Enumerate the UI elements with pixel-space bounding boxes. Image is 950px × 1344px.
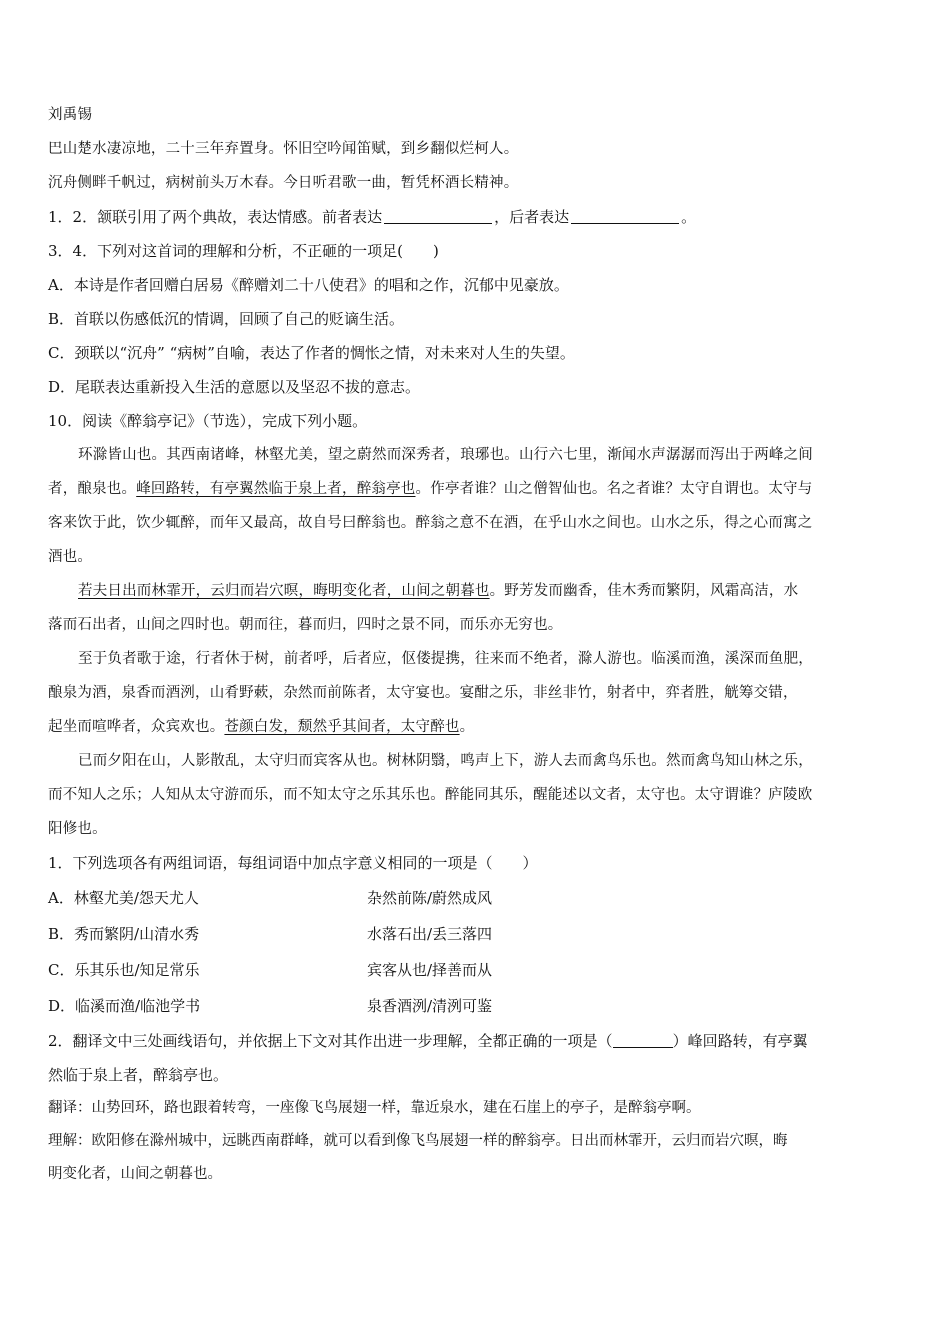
text-span: 起坐而喧哗者，众宾欢也。 (48, 719, 225, 735)
passage-line: 已而夕阳在山，人影散乱，太守归而宾客从也。树林阴翳，鸣声上下，游人去而禽鸟乐也。然而禽鸟知山林之乐， (78, 753, 813, 769)
option-left: B．秀而繁阴/山清水秀 (48, 925, 200, 943)
option-right: 泉香酒洌/清洌可鉴 (367, 997, 493, 1015)
underlined-sentence-3: 苍颜白发，颓然乎其间者，太守醉也 (224, 719, 460, 735)
poem-line-2: 沉舟侧畔千帆过，病树前头万木春。今日听君歌一曲，暂凭杯酒长精神。 (48, 175, 519, 191)
text-span: ）峰回路转，有亭翼 (672, 1032, 808, 1050)
poem-author: 刘禹锡 (48, 107, 93, 123)
answer-blank-2 (571, 207, 679, 224)
option-right: 杂然前陈/蔚然成风 (367, 889, 493, 907)
poem-line-1: 巴山楚水凄凉地，二十三年弃置身。怀旧空吟闻笛赋，到乡翻似烂柯人。 (48, 141, 519, 157)
document-page (48, 98, 910, 1191)
passage-line (48, 710, 910, 744)
answer-blank-3 (613, 1031, 673, 1048)
sub-question-2-understanding-cont: 明变化者，山间之朝暮也。 (48, 1166, 222, 1182)
sub-question-2-understanding: 理解：欧阳修在滁州城中，远眺西南群峰，就可以看到像飞鸟展翅一样的醉翁亭。日出而林霏开，云归而岩穴暝，晦 (48, 1133, 788, 1149)
passage-line (48, 574, 910, 608)
passage-line: 阳修也。 (48, 821, 107, 837)
passage-line: 酒也。 (48, 549, 93, 565)
answer-blank-1 (384, 207, 492, 224)
option-a: A．本诗是作者回赠白居易《醉赠刘二十八使君》的唱和之作，沉郁中见豪放。 (48, 276, 569, 294)
passage-line: 客来饮于此，饮少辄醉，而年又最高，故自号曰醉翁也。醉翁之意不在酒，在乎山水之间也。山水之乐，得之心而寓之 (48, 515, 813, 531)
passage-paragraph-1 (48, 438, 910, 574)
text-span: 。作亭者谁？山之僧智仙也。名之者谁？太守自谓也。太守与 (415, 481, 813, 497)
passage-line: 落而石出者，山间之四时也。朝而往，暮而归，四时之景不同，而乐亦无穷也。 (48, 617, 563, 633)
passage-line: 环滁皆山也。其西南诸峰，林壑尤美，望之蔚然而深秀者，琅琊也。山行六七里，渐闻水声潺潺而泻出于两峰之间 (78, 447, 813, 463)
text-span: 2．翻译文中三处画线语句，并依据上下文对其作出进一步理解，全都正确的一项是（ (48, 1032, 613, 1050)
passage-line (48, 472, 910, 506)
option-left: D．临溪而渔/临池学书 (48, 997, 201, 1015)
sub-question-1-option-c (48, 952, 910, 988)
underlined-sentence-2: 若夫日出而林霏开，云归而岩穴暝，晦明变化者，山间之朝暮也 (78, 583, 490, 599)
text-span: 。 (459, 719, 475, 735)
question-3-4-stem: 3．4．下列对这首词的理解和分析，不正砸的一项足( ) (48, 242, 439, 260)
sub-question-1-option-b (48, 916, 910, 952)
option-left: A．林壑尤美/怨天尤人 (48, 889, 199, 907)
passage-paragraph-3 (48, 642, 910, 744)
sub-question-1-option-a (48, 880, 910, 916)
sub-question-2-translation: 翻译：山势回环，路也跟着转弯，一座像飞鸟展翅一样，靠近泉水，建在石崖上的亭子，是醉翁亭啊。 (48, 1100, 701, 1116)
question-1-2-middle: ，后者表达 (494, 208, 570, 226)
option-d: D．尾联表达重新投入生活的意愿以及坚忍不拔的意志。 (48, 378, 421, 396)
question-1-2 (48, 200, 910, 234)
question-1-2-prefix: 1．2．颔联引用了两个典故，表达情感。前者表达 (48, 208, 383, 226)
option-right: 水落石出/丢三落四 (367, 925, 493, 943)
option-right: 宾客从也/择善而从 (367, 961, 493, 979)
passage-paragraph-4 (48, 744, 910, 846)
option-b: B．首联以伤感低沉的情调，回顾了自己的贬谪生活。 (48, 310, 405, 328)
passage-paragraph-2 (48, 574, 910, 642)
passage-line: 酿泉为酒，泉香而酒洌，山肴野蔌，杂然而前陈者，太守宴也。宴酣之乐，非丝非竹，射者中，弈者胜，觥筹交错， (48, 685, 798, 701)
text-span: 。野芳发而幽香，佳木秀而繁阴，风霜高洁，水 (489, 583, 799, 599)
sub-question-2-stem (48, 1024, 910, 1058)
passage-line: 至于负者歌于途，行者休于树，前者呼，后者应，伛偻提携，往来而不绝者，滁人游也。临溪而渔，溪深而鱼肥， (78, 651, 813, 667)
sub-question-1-option-d (48, 988, 910, 1024)
question-10-title: 10．阅读《醉翁亭记》（节选），完成下列小题。 (48, 412, 368, 430)
underlined-sentence-1: 峰回路转，有亭翼然临于泉上者，醉翁亭也 (136, 481, 416, 497)
sub-question-2-stem-cont: 然临于泉上者，醉翁亭也。 (48, 1066, 229, 1084)
question-1-2-end: 。 (681, 208, 697, 226)
passage-line: 而不知人之乐；人知从太守游而乐，而不知太守之乐其乐也。醉能同其乐，醒能述以文者，太守也。太守谓谁？庐陵欧 (48, 787, 813, 803)
sub-question-1-stem: 1．下列选项各有两组词语，每组词语中加点字意义相同的一项是（ ） (48, 854, 538, 872)
option-c: C．颈联以“沉舟” “病树”自喻，表达了作者的惆怅之情，对未来对人生的失望。 (48, 344, 575, 362)
text-span: 者，酿泉也。 (48, 481, 137, 497)
option-left: C．乐其乐也/知足常乐 (48, 961, 200, 979)
